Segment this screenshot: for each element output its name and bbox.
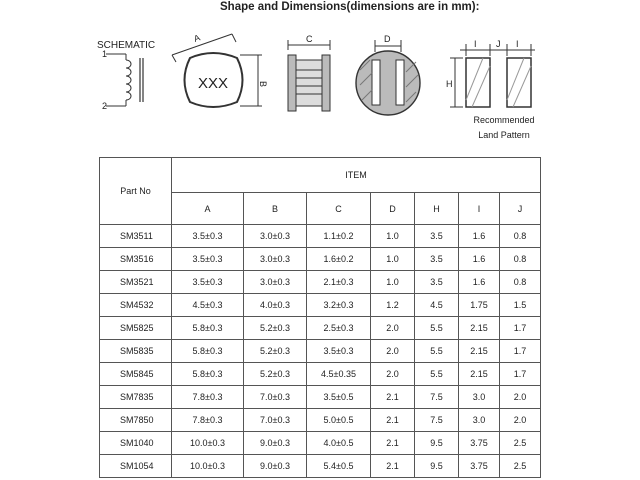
value-cell-a: 3.5±0.3 (172, 271, 244, 294)
value-cell-d: 2.1 (371, 386, 415, 409)
value-cell-i: 1.75 (459, 294, 500, 317)
table-row (100, 340, 541, 363)
dim-i2-label: I (516, 39, 519, 49)
part-no-header: Part No (100, 158, 172, 225)
column-header-d: D (371, 193, 415, 225)
value-cell-j: 2.0 (500, 409, 541, 432)
value-cell-h: 9.5 (415, 432, 459, 455)
value-cell-c: 3.5±0.3 (307, 340, 371, 363)
value-cell-a: 5.8±0.3 (172, 340, 244, 363)
land-pattern-drawing (450, 44, 535, 107)
value-cell-h: 5.5 (415, 340, 459, 363)
value-cell-d: 1.2 (371, 294, 415, 317)
part-marking: XXX (197, 75, 229, 92)
part-number-cell: SM3521 (100, 271, 172, 294)
value-cell-b: 9.0±0.3 (244, 455, 307, 478)
value-cell-b: 3.0±0.3 (244, 225, 307, 248)
dim-h-label: H (446, 79, 453, 89)
value-cell-c: 4.5±0.35 (307, 363, 371, 386)
part-number-cell: SM1040 (100, 432, 172, 455)
page-title: Shape and Dimensions(dimensions are in mm): (220, 1, 480, 13)
part-number-cell: SM7835 (100, 386, 172, 409)
value-cell-c: 5.0±0.5 (307, 409, 371, 432)
value-cell-h: 4.5 (415, 294, 459, 317)
value-cell-i: 3.0 (459, 409, 500, 432)
value-cell-d: 2.0 (371, 317, 415, 340)
value-cell-c: 5.4±0.5 (307, 455, 371, 478)
value-cell-a: 5.8±0.3 (172, 363, 244, 386)
column-header-h: H (415, 193, 459, 225)
value-cell-a: 10.0±0.3 (172, 432, 244, 455)
value-cell-j: 0.8 (500, 271, 541, 294)
side-view-drawing (288, 40, 330, 111)
table-row (100, 248, 541, 271)
table-row (100, 271, 541, 294)
column-header-a: A (172, 193, 244, 225)
value-cell-a: 5.8±0.3 (172, 317, 244, 340)
bottom-view-drawing (356, 40, 420, 115)
value-cell-c: 4.0±0.5 (307, 432, 371, 455)
value-cell-c: 3.2±0.3 (307, 294, 371, 317)
dimension-drawings (0, 0, 640, 160)
value-cell-j: 0.8 (500, 248, 541, 271)
part-number-cell: SM5825 (100, 317, 172, 340)
part-number-cell: SM3516 (100, 248, 172, 271)
value-cell-c: 3.5±0.5 (307, 386, 371, 409)
value-cell-h: 7.5 (415, 386, 459, 409)
value-cell-c: 2.1±0.3 (307, 271, 371, 294)
value-cell-b: 4.0±0.3 (244, 294, 307, 317)
value-cell-d: 1.0 (371, 225, 415, 248)
value-cell-b: 5.2±0.3 (244, 363, 307, 386)
table-row (100, 317, 541, 340)
value-cell-b: 5.2±0.3 (244, 317, 307, 340)
value-cell-h: 5.5 (415, 317, 459, 340)
value-cell-a: 10.0±0.3 (172, 455, 244, 478)
value-cell-j: 1.7 (500, 363, 541, 386)
value-cell-i: 2.15 (459, 317, 500, 340)
part-number-cell: SM7850 (100, 409, 172, 432)
value-cell-h: 3.5 (415, 271, 459, 294)
value-cell-d: 1.0 (371, 248, 415, 271)
schematic-label: SCHEMATIC (97, 40, 156, 51)
value-cell-h: 9.5 (415, 455, 459, 478)
table-row (100, 363, 541, 386)
value-cell-h: 3.5 (415, 225, 459, 248)
value-cell-b: 3.0±0.3 (244, 271, 307, 294)
value-cell-j: 2.5 (500, 432, 541, 455)
value-cell-b: 3.0±0.3 (244, 248, 307, 271)
value-cell-b: 9.0±0.3 (244, 432, 307, 455)
value-cell-a: 3.5±0.3 (172, 248, 244, 271)
column-header-i: I (459, 193, 500, 225)
value-cell-i: 2.15 (459, 363, 500, 386)
part-number-cell: SM5845 (100, 363, 172, 386)
top-view-drawing (172, 34, 262, 107)
dim-c-label: C (306, 34, 313, 44)
value-cell-c: 1.1±0.2 (307, 225, 371, 248)
value-cell-i: 3.0 (459, 386, 500, 409)
value-cell-j: 2.0 (500, 386, 541, 409)
column-header-b: B (244, 193, 307, 225)
value-cell-i: 1.6 (459, 248, 500, 271)
land-pattern-caption-line2: Land Pattern (478, 130, 530, 140)
part-number-cell: SM4532 (100, 294, 172, 317)
table-row (100, 386, 541, 409)
part-number-cell: SM3511 (100, 225, 172, 248)
value-cell-h: 3.5 (415, 248, 459, 271)
table-body (100, 225, 541, 478)
value-cell-b: 7.0±0.3 (244, 386, 307, 409)
value-cell-j: 2.5 (500, 455, 541, 478)
value-cell-a: 7.8±0.3 (172, 409, 244, 432)
value-cell-b: 5.2±0.3 (244, 340, 307, 363)
pin2-label: 2 (102, 101, 108, 111)
value-cell-d: 1.0 (371, 271, 415, 294)
value-cell-c: 2.5±0.3 (307, 317, 371, 340)
value-cell-d: 2.0 (371, 340, 415, 363)
value-cell-j: 1.5 (500, 294, 541, 317)
part-number-cell: SM5835 (100, 340, 172, 363)
dim-d-label: D (384, 34, 391, 44)
value-cell-i: 2.15 (459, 340, 500, 363)
land-pattern-caption-line1: Recommended (473, 115, 535, 125)
value-cell-a: 4.5±0.3 (172, 294, 244, 317)
value-cell-d: 2.1 (371, 409, 415, 432)
value-cell-j: 1.7 (500, 317, 541, 340)
column-header-j: J (500, 193, 541, 225)
part-number-cell: SM1054 (100, 455, 172, 478)
inductor-schematic-symbol (106, 54, 143, 106)
value-cell-i: 3.75 (459, 455, 500, 478)
value-cell-h: 7.5 (415, 409, 459, 432)
value-cell-b: 7.0±0.3 (244, 409, 307, 432)
dim-j-label: J (496, 39, 501, 49)
table-row (100, 225, 541, 248)
value-cell-j: 1.7 (500, 340, 541, 363)
table-row (100, 455, 541, 478)
item-header: ITEM (172, 158, 541, 193)
value-cell-j: 0.8 (500, 225, 541, 248)
dim-i1-label: I (474, 39, 477, 49)
value-cell-i: 3.75 (459, 432, 500, 455)
value-cell-i: 1.6 (459, 271, 500, 294)
value-cell-c: 1.6±0.2 (307, 248, 371, 271)
dimensions-table (99, 157, 541, 478)
pin1-label: 1 (102, 49, 108, 59)
column-header-c: C (307, 193, 371, 225)
table-row (100, 409, 541, 432)
value-cell-h: 5.5 (415, 363, 459, 386)
dim-b-label: B (258, 81, 268, 88)
value-cell-d: 2.0 (371, 363, 415, 386)
value-cell-a: 3.5±0.3 (172, 225, 244, 248)
table-row (100, 294, 541, 317)
table-row (100, 432, 541, 455)
land-pattern-caption (464, 113, 544, 143)
dim-a-label: A (192, 32, 202, 44)
value-cell-i: 1.6 (459, 225, 500, 248)
value-cell-a: 7.8±0.3 (172, 386, 244, 409)
value-cell-d: 2.1 (371, 455, 415, 478)
value-cell-d: 2.1 (371, 432, 415, 455)
